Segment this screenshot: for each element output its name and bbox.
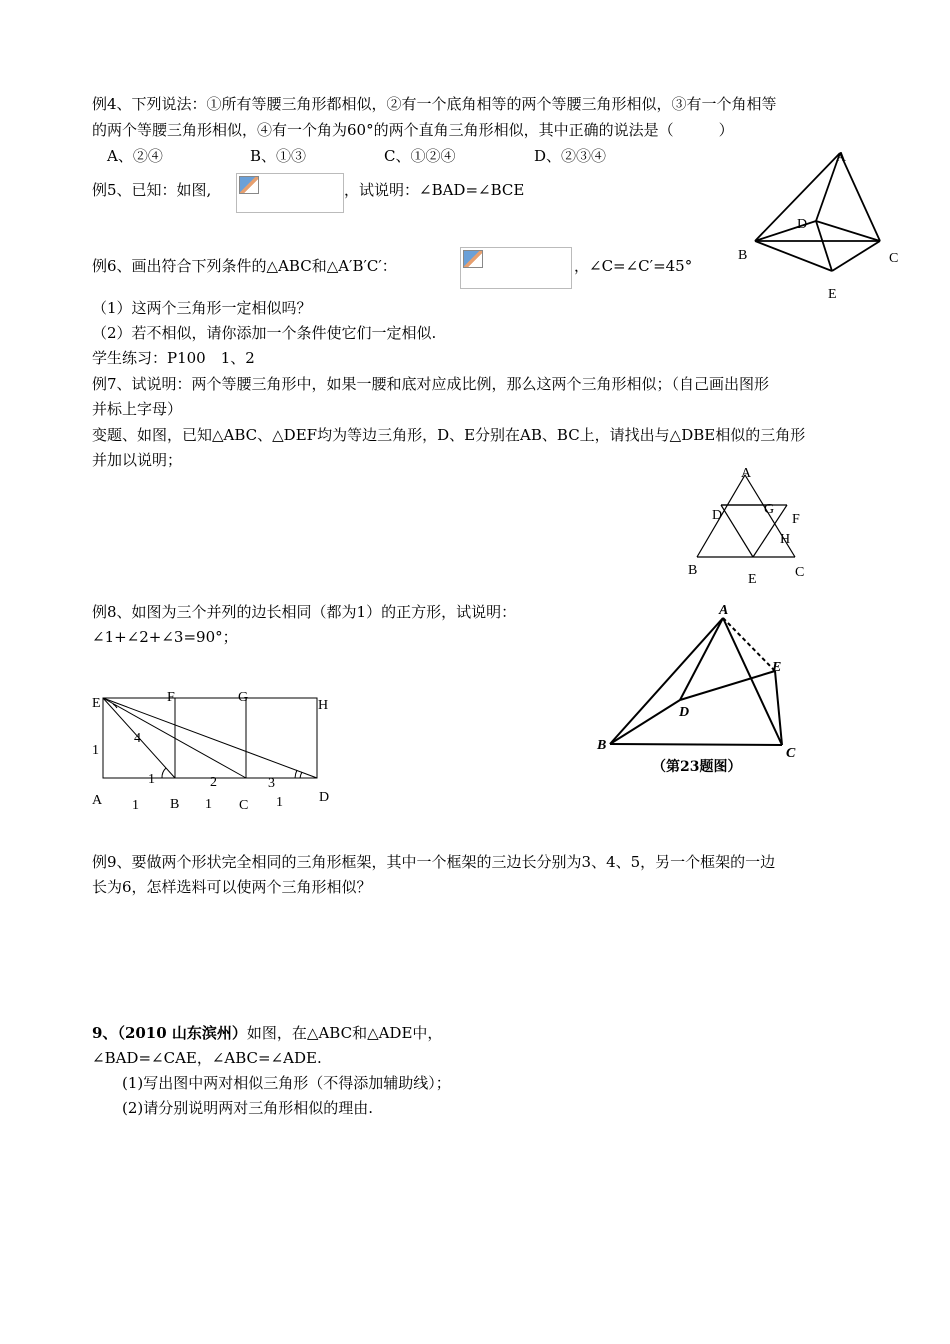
q9-sub1: (1)写出图中两对相似三角形（不得添加辅助线）； (122, 1074, 451, 1092)
fig4-label-e: E (772, 660, 782, 675)
fig4-label-c: C (786, 746, 796, 761)
ex4-option-d: D、②③④ (534, 147, 607, 165)
ex7-line1: 例7、试说明：两个等腰三角形中，如果一腰和底对应成比例，那么这两个三角形相似；（自己画出图形 (92, 375, 770, 393)
figure-23 (600, 600, 810, 760)
fig3-label-g: G (238, 690, 249, 705)
ex8-line2: ∠1+∠2+∠3=90°； (92, 628, 238, 646)
image-icon (463, 250, 483, 268)
ex5-suffix: ，试说明：∠BAD=∠BCE (344, 181, 525, 199)
ex4-line1: 例4、下列说法：①所有等腰三角形都相似，②有一个底角相等的两个等腰三角形相似，③有一个角相等 (92, 95, 777, 113)
fig3-segment-3: 1 (276, 795, 283, 810)
broken-image-placeholder (236, 173, 344, 213)
ex7-line2: 并标上字母） (92, 400, 183, 418)
q9-source: （2010 山东滨州） (117, 1024, 247, 1042)
fig2-label-b: B (688, 563, 698, 578)
broken-image-placeholder (460, 247, 572, 289)
fig3-label-f: F (167, 690, 175, 705)
fig1-label-c: C (889, 251, 899, 266)
fig3-label-b: B (170, 797, 180, 812)
ex6-question-1: （1）这两个三角形一定相似吗？ (92, 299, 312, 317)
q9-number: 9、 (92, 1024, 118, 1042)
fig3-angle-3: 3 (268, 776, 275, 791)
ex9-line1: 例9、要做两个形状完全相同的三角形框架，其中一个框架的三边长分别为3、4、5，另一个框架的一边 (92, 853, 776, 871)
fig2-label-h: H (780, 532, 791, 547)
fig1-label-d: D (797, 217, 808, 232)
ex4-option-c: C、①②④ (384, 147, 456, 165)
fig1-label-a: A (836, 150, 847, 165)
fig2-label-e: E (748, 572, 757, 587)
fig3-label-a: A (92, 793, 103, 808)
fig3-label-d: D (319, 790, 330, 805)
ex4-option-a: A、②④ (107, 147, 163, 165)
fig4-caption: （第23题图） (652, 759, 742, 775)
fig3-angle-1: 1 (148, 772, 155, 787)
ex4-line2: 的两个等腰三角形相似，④有一个角为60°的两个直角三角形相似，其中正确的说法是（ ） (92, 121, 734, 139)
ex4-option-b: B、①③ (250, 147, 307, 165)
student-practice: 学生练习：P100 1、2 (92, 349, 255, 367)
q9-line2: ∠BAD=∠CAE，∠ABC=∠ADE. (92, 1049, 322, 1067)
fig3-angle-4: 4 (134, 731, 141, 746)
fig3-label-h: H (318, 698, 329, 713)
fig3-side-length: 1 (92, 743, 99, 758)
ex8-line1: 例8、如图为三个并列的边长相同（都为1）的正方形，试说明： (92, 603, 517, 621)
fig3-label-e: E (92, 696, 101, 711)
fig4-label-a: A (719, 603, 729, 618)
ex6-suffix: ，∠C=∠C′=45° (574, 257, 693, 275)
q9-line1: 如图，在△ABC和△ADE中， (246, 1024, 443, 1042)
fig3-angle-2: 2 (210, 775, 217, 790)
figure-abcde-1 (740, 150, 910, 310)
ex6-question-2: （2）若不相似，请你添加一个条件使它们一定相似. (92, 324, 437, 342)
variant-line1: 变题、如图，已知△ABC、△DEF均为等边三角形，D、E分别在AB、BC上，请找出与△DBE相似的三角形 (92, 426, 806, 444)
fig2-label-a: A (741, 466, 752, 481)
fig2-label-f: F (792, 512, 800, 527)
fig2-label-d: D (712, 508, 723, 523)
q9-sub2: (2)请分别说明两对三角形相似的理由. (122, 1099, 374, 1117)
q9-header (92, 1023, 442, 1043)
fig1-label-e: E (828, 287, 837, 302)
fig2-label-c: C (795, 565, 805, 580)
fig2-label-g: G (764, 502, 775, 517)
ex6-prefix: 例6、画出符合下列条件的△ABC和△A′B′C′： (92, 257, 397, 275)
ex5-prefix: 例5、已知：如图, (92, 181, 212, 199)
fig3-segment-2: 1 (205, 797, 212, 812)
variant-line2: 并加以说明； (92, 451, 183, 469)
ex9-line2: 长为6，怎样选料可以使两个三角形相似？ (92, 878, 372, 896)
fig4-label-d: D (679, 705, 690, 720)
fig3-segment-1: 1 (132, 798, 139, 813)
image-icon (239, 176, 259, 194)
fig3-label-c: C (239, 798, 249, 813)
fig1-label-b: B (738, 248, 748, 263)
fig4-label-b: B (597, 738, 607, 753)
